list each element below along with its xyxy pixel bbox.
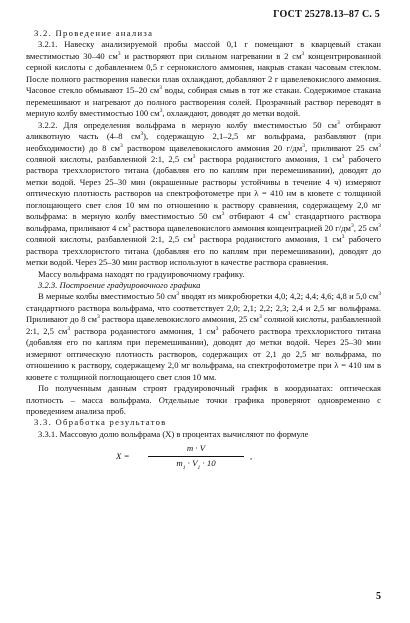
page-number: 5 bbox=[376, 591, 381, 602]
paragraph-3-2-2-note: Массу вольфрама находят по градуировочному графику. bbox=[38, 268, 245, 279]
standard-header: ГОСТ 25278.13–87 С. 5 bbox=[273, 9, 380, 20]
formula-denominator: $m_1 \cdot V_1 \cdot 10$ bbox=[176, 457, 216, 471]
section-heading-3-2: 3.2. Проведение анализа bbox=[34, 28, 154, 38]
paragraph-3-2-1: 3.2.1. Навеску анализируемой пробы массой 0,1 г помещают в кварцевый стакан вместимостью 30–40 $см^3$ и растворяют при сильном нагревании в 2 $см^3$ концентрированной серной кислоты с добавлением 0,5 г сернокислого аммония, накрыв стакан часовым стеклом. После полного растворения навески плав охлаждают, добавляют 2 г щавелевокислого аммония. Часовое стекло обмывают 15–20 $см^3$ воды, собирая смыв в тот же стакан. Содержимое стакана перемешивают и нагревают до полного растворения солей. Прозрачный раствор переводят в мерную колбу вместимостью 100 $см^3$, охлаждают, доводят до метки водой. bbox=[26, 39, 381, 119]
section-heading-3-3: 3.3. Обработка результатов bbox=[34, 417, 167, 428]
paragraph-3-3-1: 3.3.1. Массовую долю вольфрама (X) в процентах вычисляют по формуле bbox=[38, 428, 309, 439]
fraction-bar bbox=[148, 456, 244, 457]
formula-lhs: X = bbox=[116, 451, 130, 462]
document-body bbox=[26, 28, 381, 471]
formula-comma: , bbox=[250, 451, 253, 462]
formula-numerator: m · V bbox=[186, 443, 206, 454]
section-heading-3-2-3: 3.2.3. Построение градуировочного графика bbox=[38, 279, 201, 290]
paragraph-3-2-3: В мерные колбы вместимостью 50 $см^3$ вводят из микробюретки 4,0; 4,2; 4,4; 4,6; 4,8 и 5,0 $см^3$ стандартного раствора вольфрама, что соответствует 2,0; 2,1; 2,2; 2,3; 2,4 и 2,5 мг вольфрама. Приливают до 8 $см^3$ раствора щавелевокислого аммония, 25 $см^3$ соляной кислоты, разбавленной 2:1, 2,5 $см^3$ раствора роданистого аммония, 1 $см^3$ рабочего раствора треххлористого титана (добавляя его по каплям при перемешивании), доводят до метки водой. Через 25–30 мин измеряют оптическую плотность растворов, содержащих от 2,1 до 2,5 мг вольфрама, по отношению к раствору, содержащему 2,0 мг вольфрама, на спектрофотометре при λ = 410 нм в кювете с толщиной поглощающего свет слоя 10 мм. bbox=[26, 291, 381, 382]
formula-fraction bbox=[148, 443, 244, 469]
formula-mass-fraction bbox=[26, 443, 381, 471]
paragraph-3-2-2: 3.2.2. Для определения вольфрама в мерную колбу вместимостью 50 $см^3$ отбирают аликвотную часть (4–8 $см^3$), содержащую 2,1–2,5 мг вольфрама, разбавляют (при необходимости) до 8 $см^3$ раствором щавелевокислого аммония 20 $г/дм^3$, приливают 25 $см^3$ соляной кислоты, разбавленной 2:1, 2,5 $см^3$ раствора роданистого аммония, 1 $см^3$ рабочего раствора треххлористого титана (добавляя его по каплям при перемешивании), доводят до метки водой. Через 25–30 мин (окрашенные растворы устойчивы в течение 4 ч) измеряют оптическую плотность растворов на спектрофотометре при λ = 410 нм в кювете с толщиной поглощающего свет слоя 10 мм по отношению к раствору сравнения, содержащему 2,0 мг вольфрама: в мерную колбу вместимостью 50 $см^3$ отбирают 4 $см^3$ стандартного раствора вольфрама, приливают 4 $см^3$ раствора щавелевокислого аммония концентрацией 20 $г/дм^3$, 25 $см^3$ соляной кислоты, разбавленной 2:1, 2,5 $см^3$ раствора роданистого аммония, 1 $см^3$ рабочего раствора треххлористого титана (добавляя его по каплям при перемешивании), доводят до метки водой. Через 25–30 мин раствор используют в качестве раствора сравнения. bbox=[26, 119, 381, 268]
paragraph-3-2-3-graph: По полученным данным строят градуировочный график в координатах: оптическая плотность – масса вольфрама. Отдельные точки графика проверяют одновременно с проведением анализа проб. bbox=[26, 383, 381, 416]
